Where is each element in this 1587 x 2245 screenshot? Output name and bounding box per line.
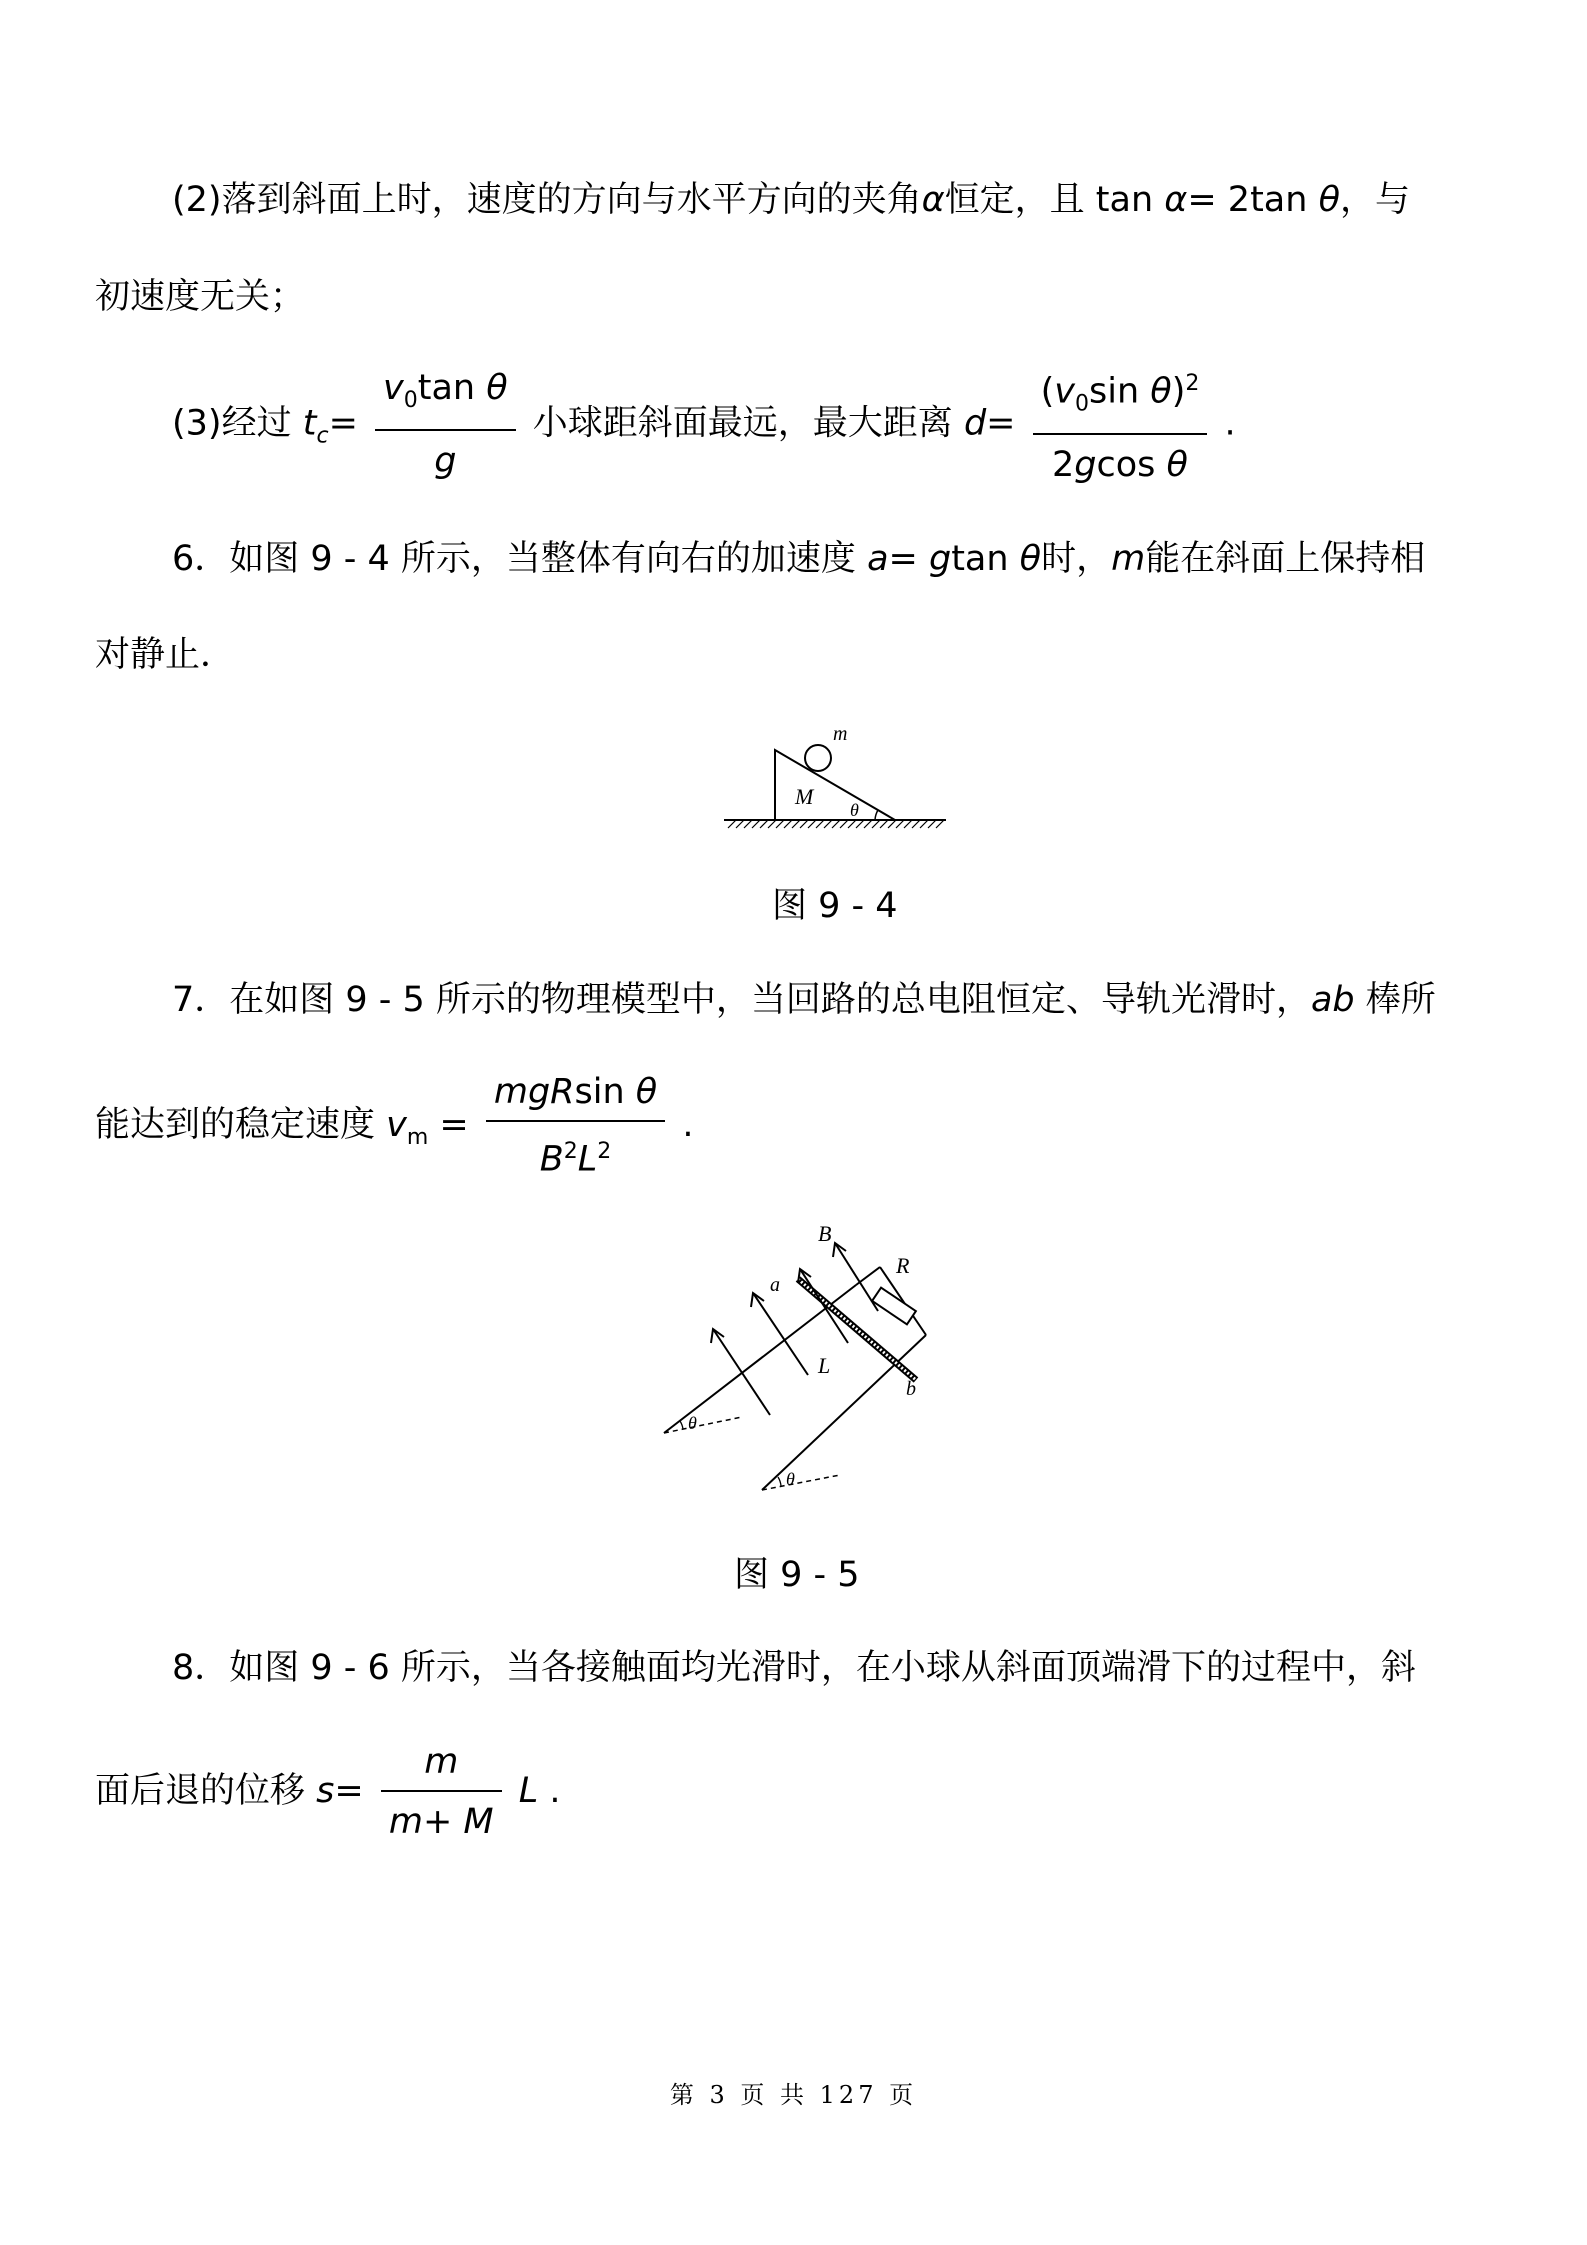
m-symbol: m (388, 1802, 423, 1842)
para-6-line2: 对静止． (95, 635, 236, 675)
fraction-denominator (381, 1792, 502, 1844)
M-symbol: M (463, 1802, 494, 1842)
text: (3)经过 (172, 403, 303, 444)
text: 能达到的稳定速度 (95, 1104, 387, 1145)
alpha-symbol: α (921, 180, 945, 220)
fraction-denominator (1033, 435, 1208, 487)
mgR-symbol: mgR (493, 1072, 575, 1112)
fraction-d (1033, 362, 1208, 487)
text: 能在斜面上保持相 (1145, 539, 1426, 579)
L-symbol: L (577, 1139, 598, 1180)
label-a: a (770, 1274, 780, 1296)
para-2-line1 (172, 175, 1410, 225)
superscript: 2 (597, 1139, 612, 1164)
plus: + (422, 1802, 464, 1842)
fraction-numerator (486, 1070, 665, 1122)
subscript: 0 (1075, 391, 1089, 417)
text: 面后退的位移 (95, 1771, 317, 1811)
figure-9-5 (650, 1225, 940, 1495)
subscript: m (406, 1124, 429, 1150)
figure-9-5-caption: 图 9 - 5 (734, 1555, 860, 1595)
ball-m (805, 745, 831, 771)
g-symbol: g (1074, 444, 1097, 485)
figure-9-4 (720, 718, 950, 836)
text: = (888, 539, 929, 579)
label-m: m (833, 723, 848, 745)
text: = 2tan (1187, 180, 1319, 220)
text: 棒所 (1354, 980, 1436, 1020)
v-symbol: v (386, 1104, 407, 1145)
incline-block-M (775, 750, 895, 820)
label-theta: θ (850, 800, 859, 820)
resistor-R (872, 1288, 916, 1325)
label-L: L (818, 1353, 831, 1378)
d-symbol: d (963, 403, 987, 444)
equals: = (428, 1104, 480, 1145)
subscript-c: c (316, 423, 329, 449)
a-symbol: a (867, 539, 889, 579)
para-8-line2 (95, 1740, 561, 1844)
superscript: 2 (1185, 371, 1200, 396)
equals: = (334, 1771, 364, 1811)
text: 6．如图 9 - 4 所示，当整体有向右的加速度 (172, 539, 868, 579)
superscript: 2 (563, 1139, 578, 1164)
m-symbol: m (1111, 539, 1146, 579)
paren: ) (1171, 371, 1186, 412)
text: 恒定，且 tan (944, 180, 1165, 220)
equals: = (986, 403, 1016, 444)
label-theta-2: θ (786, 1469, 795, 1489)
equals: = (328, 403, 358, 444)
para-2-line2: 初速度无关； (95, 277, 306, 317)
text: ，与 (1339, 180, 1410, 220)
fraction-numerator (381, 1740, 502, 1792)
label-R: R (896, 1253, 910, 1278)
period: . (1224, 403, 1236, 444)
g-symbol: g (434, 440, 457, 481)
text: 时， (1041, 539, 1112, 579)
m-symbol: m (424, 1742, 459, 1782)
para-8-line1: 8．如图 9 - 6 所示，当各接触面均光滑时，在小球从斜面顶端滑下的过程中，斜 (172, 1648, 1416, 1688)
theta-symbol: θ (635, 1072, 658, 1112)
figure-9-4-caption: 图 9 - 4 (772, 886, 898, 926)
s-symbol: s (316, 1771, 335, 1811)
B-symbol: B (539, 1139, 564, 1180)
rail-right (762, 1335, 926, 1490)
label-b: b (906, 1378, 916, 1400)
text: tan (417, 367, 487, 408)
fraction-vm (486, 1070, 665, 1182)
fraction-numerator (1033, 362, 1208, 435)
theta-symbol: θ (486, 367, 508, 408)
label-theta-1: θ (688, 1413, 697, 1433)
L-symbol: L (518, 1771, 539, 1811)
ab-symbol: ab (1310, 980, 1355, 1020)
theta-symbol: θ (1166, 444, 1188, 485)
theta-symbol: θ (1150, 371, 1172, 412)
subscript: 0 (403, 387, 418, 413)
text: sin (574, 1072, 636, 1112)
angle-arc (875, 810, 878, 820)
text: cos (1096, 444, 1167, 485)
fraction-denominator (375, 431, 516, 483)
theta-symbol: θ (1318, 180, 1340, 220)
period: . (549, 1771, 561, 1811)
paren: ( (1040, 371, 1055, 412)
text: 小球距斜面最远，最大距离 (532, 403, 964, 444)
fraction-tc (375, 366, 516, 483)
para-6-line1 (172, 534, 1425, 584)
fraction-numerator (375, 366, 516, 431)
horizontal-dashed-2 (762, 1475, 840, 1490)
angle-arc-1 (680, 1421, 683, 1429)
text: 7．在如图 9 - 5 所示的物理模型中，当回路的总电阻恒定、导轨光滑时， (172, 980, 1311, 1020)
theta-symbol: θ (1019, 539, 1042, 579)
period: . (682, 1104, 694, 1145)
angle-arc-2 (778, 1477, 781, 1486)
text: tan (951, 539, 1020, 579)
label-B: B (818, 1225, 832, 1246)
para-7-line1 (172, 975, 1436, 1025)
ground-hatch (728, 820, 944, 828)
fraction-s (381, 1740, 502, 1844)
para-7-line2 (95, 1070, 694, 1182)
label-M: M (795, 784, 814, 809)
para-3 (172, 362, 1236, 487)
page-footer: 第 3 页 共 127 页 (669, 2081, 918, 2109)
text: sin (1089, 371, 1151, 412)
text: 2 (1052, 444, 1075, 485)
v-symbol: v (383, 367, 404, 408)
t-symbol: t (302, 403, 317, 444)
v-symbol: v (1054, 371, 1075, 412)
text: (2)落到斜面上时，速度的方向与水平方向的夹角 (172, 180, 922, 220)
alpha-symbol: α (1164, 180, 1188, 220)
fraction-denominator (486, 1122, 665, 1182)
g-symbol: g (928, 539, 952, 579)
